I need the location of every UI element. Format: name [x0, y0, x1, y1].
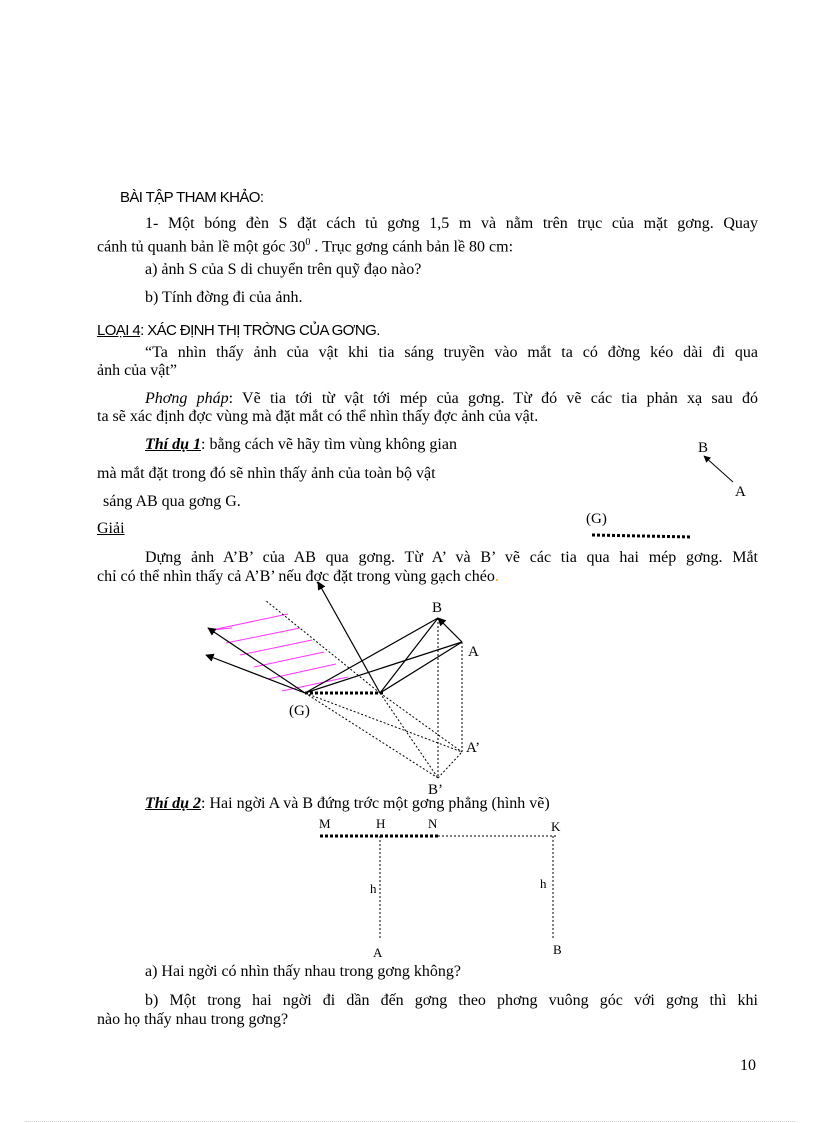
example2-question-b-line2: nào họ thấy nhau trong gơng? [97, 1011, 289, 1028]
fig3-label-a: A [373, 945, 383, 960]
quote-line1: “Ta nhìn thấy ảnh của vật khi tia sáng truyền vào mắt ta có đờng kéo dài đi qua [145, 344, 758, 361]
exercise1-line1: 1- Một bóng đèn S đặt cách tủ gơng 1,5 m và nằm trên trục của mặt gơng. Quay [145, 215, 758, 232]
fig1-label-a: A [735, 484, 746, 500]
exercise1-line2: cánh tủ quanh bản lề một góc $30^0$ . Trục gơng cánh bản lề 80 cm: [97, 237, 514, 256]
figure-example2 [319, 816, 562, 960]
solution-line1: Dựng ảnh A’B’ của AB qua gơng. Từ A’ và B’ vẽ các tia qua hai mép gơng. Mắt [145, 549, 758, 566]
fig1-label-b: B [698, 440, 709, 456]
exercise1-question-b: b) Tính đờng đi của ảnh. [145, 289, 303, 306]
fig3-label-h: H [376, 816, 386, 831]
fig3-label-n: N [428, 816, 438, 831]
fig2-label-a-prime: A’ [466, 740, 481, 756]
method-line1: Phơng pháp: Vẽ tia tới từ vật tới mép của gơng. Từ đó vẽ các tia phản xạ sau đó [145, 390, 759, 407]
fig3-label-h-left: h [370, 881, 377, 896]
fig2-label-a: A [468, 644, 479, 660]
fig1-label-g: (G) [586, 511, 607, 527]
fig2-label-g: (G) [289, 703, 310, 719]
loai4-heading: LOẠI 4: XÁC ĐỊNH THỊ TRỜNG CỦA GƠNG. [97, 322, 380, 339]
fig3-label-h-right: h [540, 876, 547, 891]
hatched-region [212, 614, 348, 691]
example2-question-b-line1: b) Một trong hai ngời đi dần đến gơng theo phơng vuông góc với gơng thì khi [145, 992, 758, 1009]
quote-line2: ảnh của vật” [97, 362, 177, 379]
fig3-label-m: M [319, 816, 331, 831]
figure-solution [206, 582, 480, 798]
page-number: 10 [740, 1057, 756, 1074]
example1-line1: Thí dụ 1: bằng cách vẽ hãy tìm vùng không gian [145, 436, 457, 453]
section-title: BÀI TẬP THAM KHẢO: [120, 189, 264, 206]
fig1-mirror [592, 535, 692, 537]
fig2-label-b-prime: B’ [428, 782, 443, 798]
example2-question-a: a) Hai ngời có nhìn thấy nhau trong gơng không? [145, 963, 461, 980]
solution-label: Giải [97, 520, 125, 537]
example1-line3: sáng AB qua gơng G. [103, 493, 241, 510]
object-arrow-ab [704, 456, 733, 482]
exercise1-question-a: a) ảnh S của S di chuyển trên quỹ đạo nào? [145, 261, 422, 278]
solution-line2: chỉ có thể nhìn thấy cả A’B’ nếu đợc đặt trong vùng gạch chéo. [97, 568, 499, 585]
example2-line: Thí dụ 2: Hai ngời A và B đứng trớc một gơng phẳng (hình vẽ) [145, 795, 550, 812]
fig3-label-k: K [551, 819, 561, 834]
fig2-label-b: B [432, 600, 443, 616]
method-line2: ta sẽ xác định đợc vùng mà đặt mắt có thể nhìn thấy đợc ảnh của vật. [97, 408, 539, 425]
example1-line2: mà mắt đặt trong đó sẽ nhìn thấy ảnh của toàn bộ vật [97, 465, 436, 482]
fig3-label-b: B [553, 942, 562, 957]
figure-example1 [586, 440, 746, 537]
